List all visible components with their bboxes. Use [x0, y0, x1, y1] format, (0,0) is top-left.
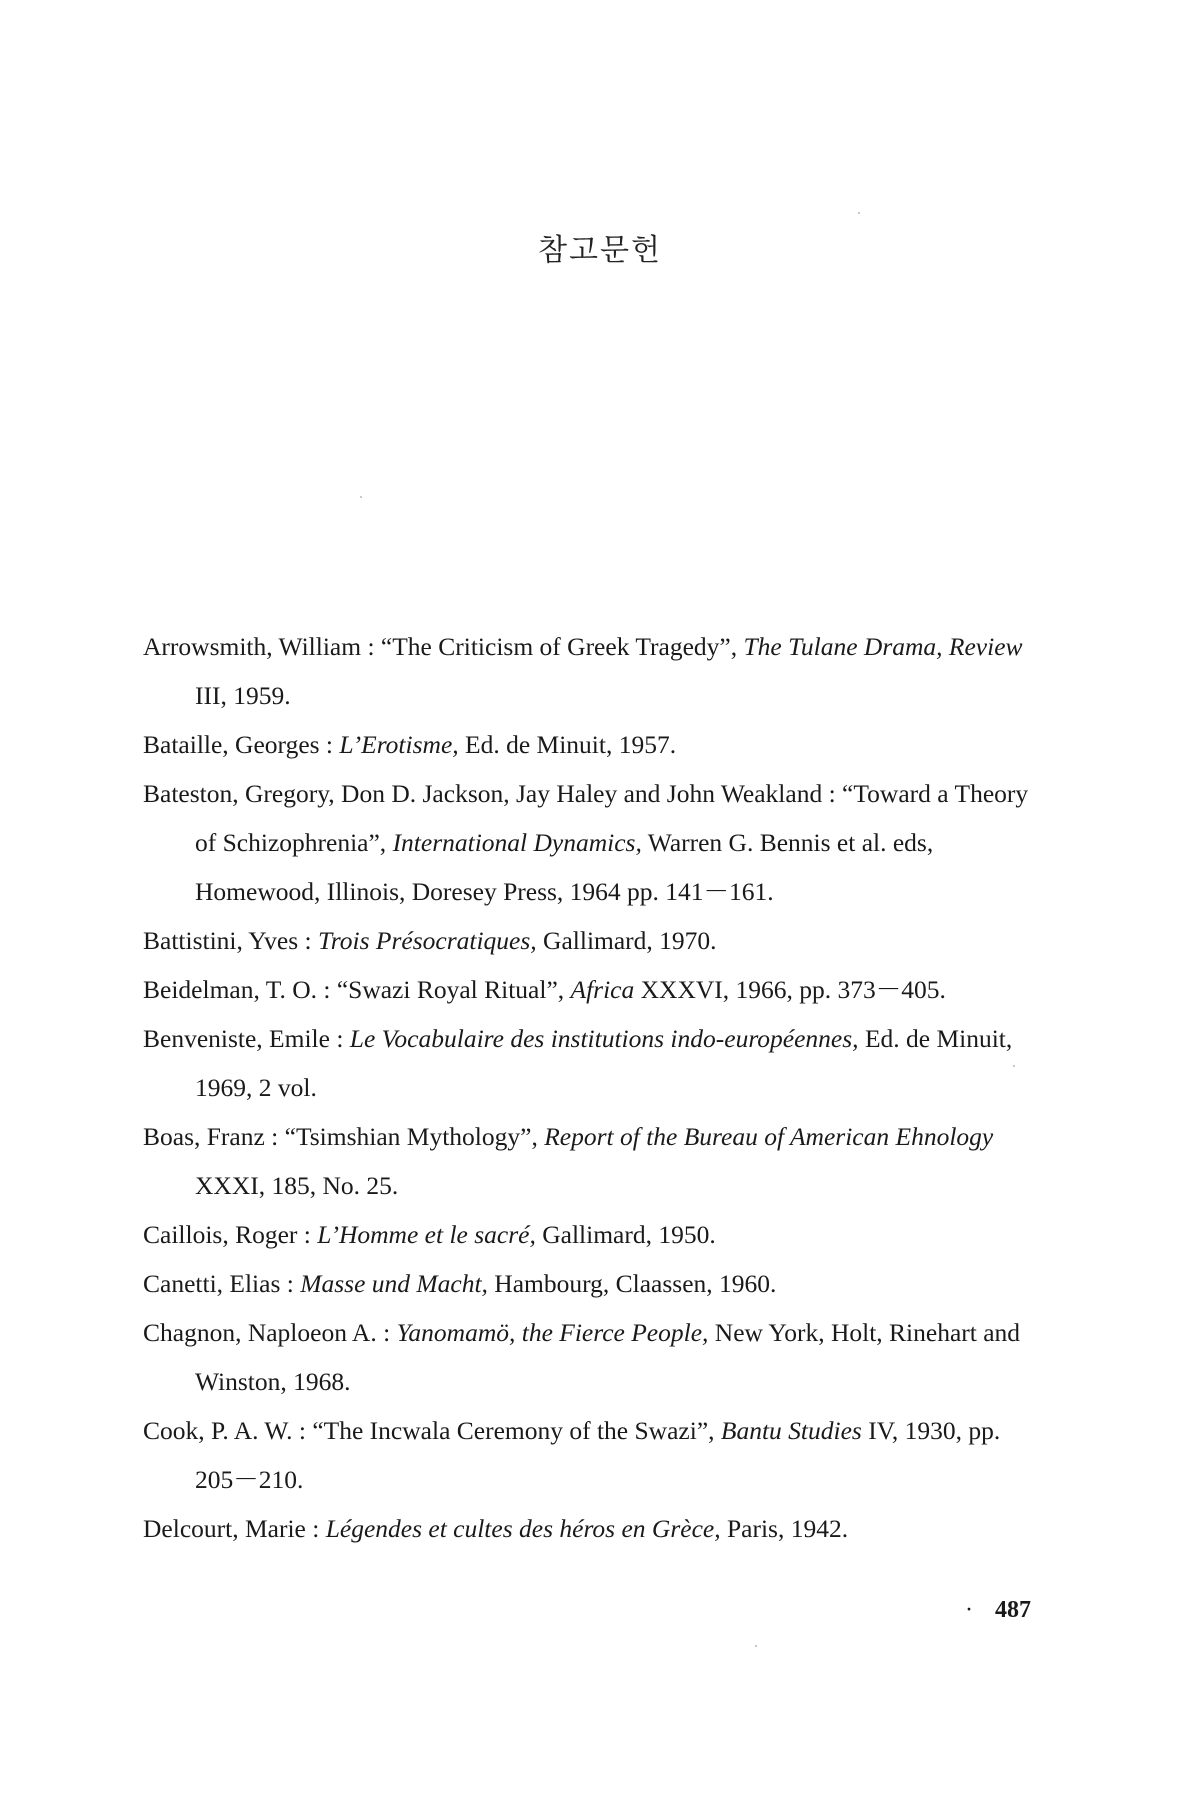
- reference-details: XXXI, 185, No. 25.: [195, 1171, 399, 1200]
- reference-details: III, 1959.: [195, 681, 291, 710]
- reference-title: Yanomamö, the Fierce People,: [396, 1318, 709, 1347]
- reference-text: Cook, P. A. W. : “The Incwala Ceremony of the Swazi”,: [143, 1416, 721, 1445]
- reference-text: Bateston, Gregory, Don D. Jackson, Jay Haley and John Weakland : “Toward a Theory of Schizophrenia”,: [143, 779, 1029, 857]
- reference-entry: [143, 1210, 1035, 1259]
- reference-text: Canetti, Elias :: [143, 1269, 301, 1298]
- reference-text: Boas, Franz : “Tsimshian Mythology”,: [143, 1122, 545, 1151]
- reference-text: Beidelman, T. O. : “Swazi Royal Ritual”,: [143, 975, 571, 1004]
- reference-entry: [143, 1504, 1035, 1553]
- reference-title: Légendes et cultes des héros en Grèce,: [325, 1514, 721, 1543]
- reference-title: L’Homme et le sacré,: [317, 1220, 536, 1249]
- reference-details: XXXVI, 1966, pp. 373－405.: [634, 975, 946, 1004]
- reference-details: IV, 1930, pp. 205－210.: [195, 1416, 1001, 1494]
- reference-entry: [143, 965, 1035, 1014]
- page-number: [965, 1597, 1031, 1624]
- reference-details: New York, Holt, Rinehart and Winston, 1968.: [195, 1318, 1021, 1396]
- reference-list: [143, 622, 1035, 1553]
- reference-details: Gallimard, 1970.: [536, 926, 717, 955]
- scan-speck: [858, 212, 860, 214]
- reference-text: Chagnon, Naploeon A. :: [143, 1318, 397, 1347]
- reference-entry: [143, 1112, 1035, 1210]
- page-title: 참고문헌: [538, 233, 662, 268]
- page-marker-dot: ·: [965, 1597, 973, 1623]
- reference-title: Trois Présocratiques,: [318, 926, 537, 955]
- reference-entry: [143, 1406, 1035, 1504]
- reference-text: Arrowsmith, William : “The Criticism of Greek Tragedy”,: [143, 632, 744, 661]
- reference-title: Africa: [570, 975, 635, 1004]
- reference-entry: [143, 769, 1035, 916]
- page-number-value: 487: [995, 1597, 1031, 1623]
- reference-title: Bantu Studies: [720, 1416, 862, 1445]
- reference-title: Masse und Macht,: [300, 1269, 488, 1298]
- reference-details: Ed. de Minuit, 1969, 2 vol.: [195, 1024, 1013, 1102]
- scan-speck: [1013, 1065, 1015, 1067]
- reference-text: Bataille, Georges :: [143, 730, 340, 759]
- reference-title: L’Erotisme,: [339, 730, 459, 759]
- reference-details: Warren G. Bennis et al. eds, Homewood, Illinois, Doresey Press, 1964 pp. 141－161.: [195, 828, 934, 906]
- reference-title: The Tulane Drama, Review: [743, 632, 1023, 661]
- reference-details: Hambourg, Claassen, 1960.: [487, 1269, 777, 1298]
- reference-text: Battistini, Yves :: [143, 926, 319, 955]
- reference-entry: [143, 1259, 1035, 1308]
- scan-speck: [360, 496, 362, 498]
- reference-text: Benveniste, Emile :: [143, 1024, 350, 1053]
- reference-details: Ed. de Minuit, 1957.: [458, 730, 677, 759]
- reference-entry: [143, 1014, 1035, 1112]
- reference-title: Le Vocabulaire des institutions indo-européennes,: [349, 1024, 859, 1053]
- reference-entry: [143, 1308, 1035, 1406]
- reference-text: Caillois, Roger :: [143, 1220, 318, 1249]
- reference-title: International Dynamics,: [392, 828, 642, 857]
- reference-title: Report of the Bureau of American Ehnology: [544, 1122, 994, 1151]
- reference-text: Delcourt, Marie :: [143, 1514, 326, 1543]
- reference-entry: [143, 916, 1035, 965]
- scan-speck: [755, 1645, 757, 1647]
- reference-details: Gallimard, 1950.: [535, 1220, 716, 1249]
- reference-details: Paris, 1942.: [720, 1514, 849, 1543]
- reference-entry: [143, 720, 1035, 769]
- reference-entry: [143, 622, 1035, 720]
